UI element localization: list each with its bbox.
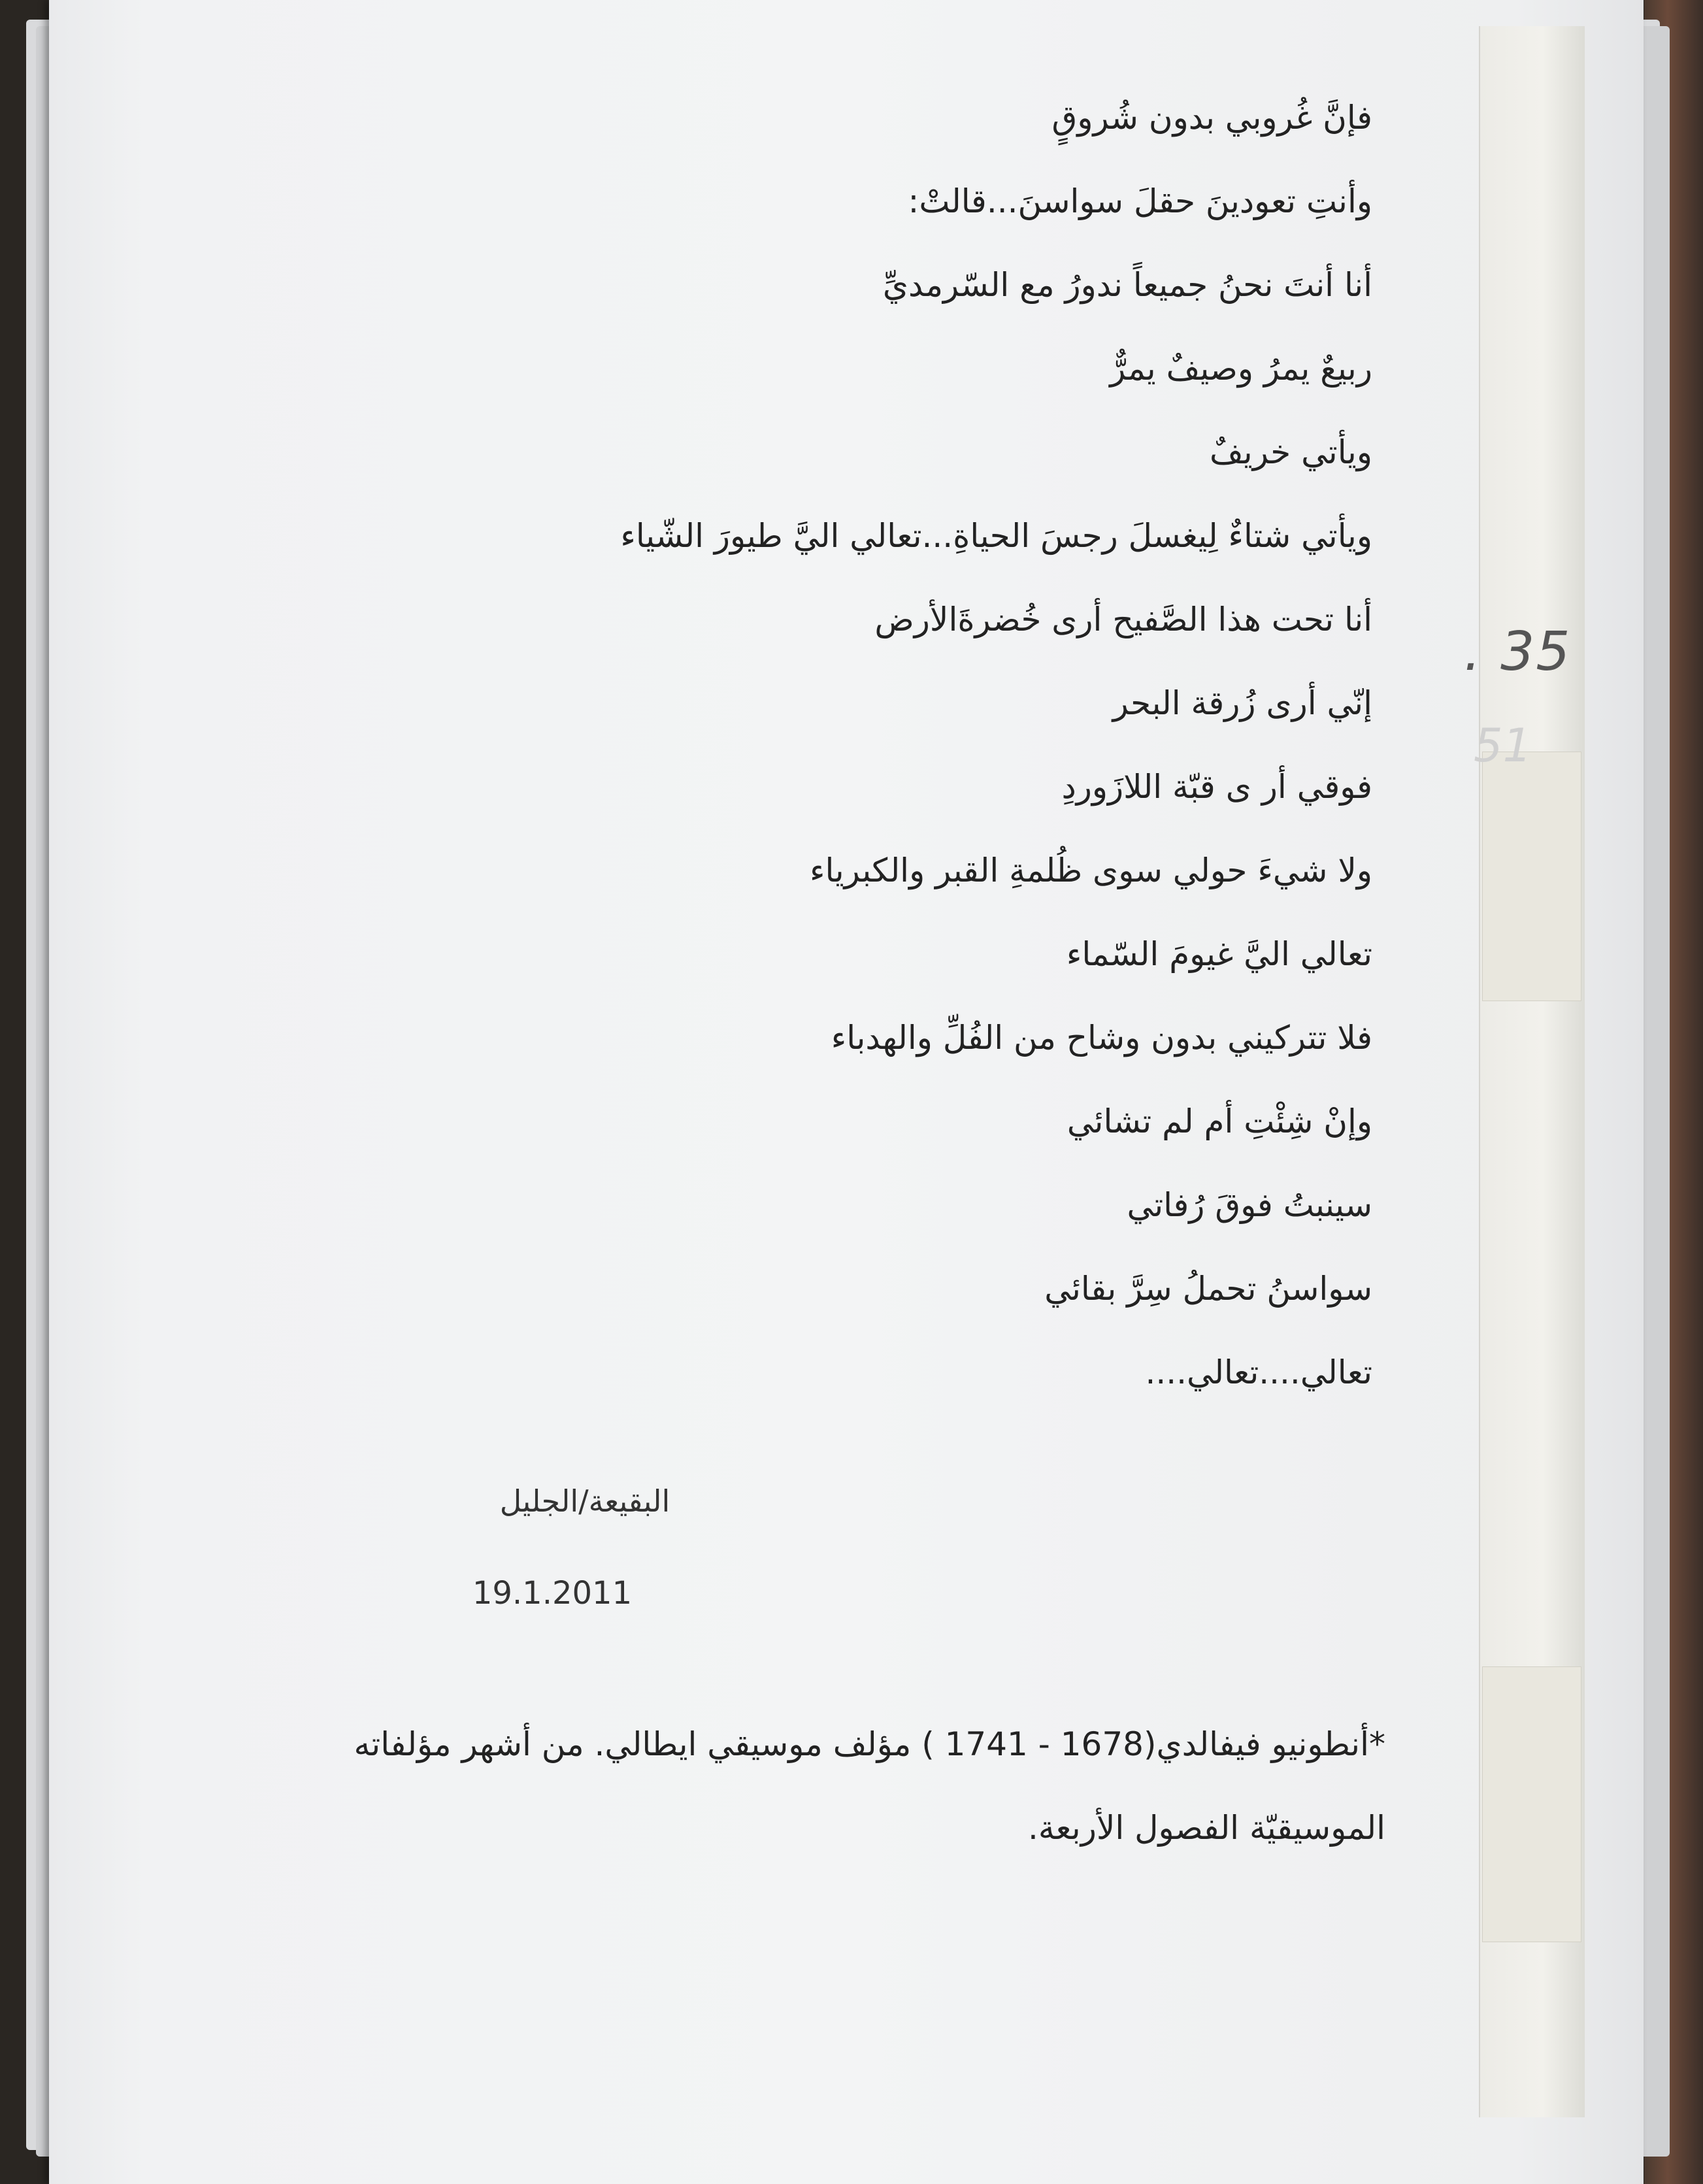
poem-line: سينبتُ فوقَ رُفاتي <box>1127 1186 1372 1224</box>
poem-line: أنا تحت هذا الصَّفيح أرى خُضرةَالأرض <box>874 601 1372 638</box>
footnote-line: الموسيقيّة الفصول الأربعة. <box>1027 1809 1385 1847</box>
poem-date: 19.1.2011 <box>472 1575 633 1612</box>
poem-line: فإنَّ غُروبي بدون شُروقٍ <box>1051 99 1372 137</box>
poem-line: تعالي....تعالي.... <box>1145 1353 1372 1391</box>
tape-tab-lower <box>1482 1666 1581 1942</box>
document-page <box>49 0 1644 2184</box>
poem-line: فوقي أر ى قبّة اللازَوردِ <box>1061 768 1372 806</box>
poem-line: تعالي اليَّ غيومَ السّماء <box>1066 935 1372 973</box>
poem-line: إنّي أرى زُرقة البحر <box>1112 684 1372 722</box>
handwritten-page-number: . 35 <box>1464 621 1572 683</box>
poem-line: فلا تتركيني بدون وشاح من الفُلِّ والهدباء <box>831 1019 1372 1057</box>
poem-line: ويأتي خريفٌ <box>1210 433 1372 471</box>
poem-line: ويأتي شتاءٌ لِيغسلَ رجسَ الحياةِ...تعالي اليَّ طيورَ الشّياء <box>620 517 1372 555</box>
poem-line: أنا أنتَ نحنُ جميعاً ندورُ مع السّرمديِّ <box>882 266 1372 304</box>
poem-body <box>392 98 1372 1436</box>
footnote <box>274 1725 1385 1893</box>
poem-line: سواسنُ تحملُ سِرَّ بقائي <box>1044 1270 1372 1308</box>
place-signature: البقيعة/الجليل <box>499 1483 670 1519</box>
poem-line: وإنْ شِئْتِ أم لم تشائي <box>1066 1102 1372 1140</box>
poem-line: ولا شيءَ حولي سوى ظُلمةِ القبر والكبرياء <box>810 852 1372 889</box>
footnote-line: *أنطونيو فيفالدي(1678 - 1741 ) مؤلف موسيقي ايطالي. من أشهر مؤلفاته <box>354 1725 1385 1763</box>
faint-margin-number: 51 <box>1474 719 1532 772</box>
poem-line: ربيعٌ يمرُ وصيفٌ يمرٌّ <box>1110 350 1372 388</box>
tape-tab-upper <box>1482 752 1581 1001</box>
poem-line: وأنتِ تعودينَ حقلَ سواسنَ...قالتْ: <box>908 182 1372 220</box>
